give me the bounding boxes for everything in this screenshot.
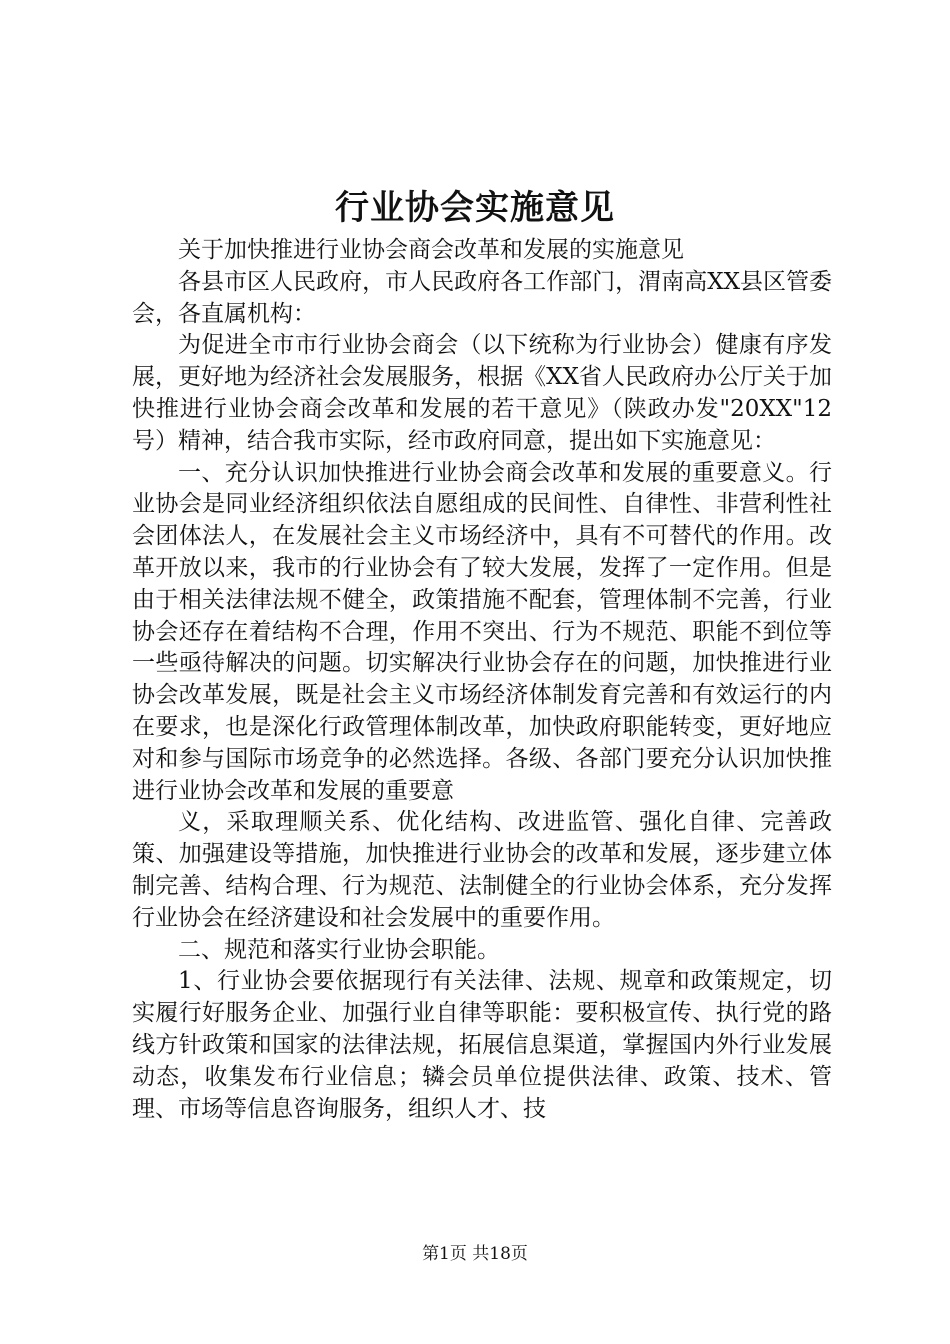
document-body: [132, 235, 832, 1125]
body-paragraph-section-1-continued: 义，采取理顺关系、优化结构、改进监管、强化自律、完善政策、加强建设等措施，加快推进行业协会的改革和发展，逐步建立体制完善、结构合理、行为规范、法制健全的行业协会体系，充分发挥行业协会在经济建设和社会发展中的重要作用。: [132, 809, 832, 931]
document-title: 行业协会实施意见: [335, 188, 615, 228]
body-paragraph-section-1: 一、充分认识加快推进行业协会商会改革和发展的重要意义。行业协会是同业经济组织依法自愿组成的民间性、自律性、非营利性社会团体法人，在发展社会主义市场经济中，具有不可替代的作用。改革开放以来，我市的行业协会有了较大发展，发挥了一定作用。但是由于相关法律法规不健全，政策措施不配套，管理体制不完善，行业协会还存在着结构不合理，作用不突出、行为不规范、职能不到位等一些亟待解决的问题。切实解决行业协会存在的问题，加快推进行业协会改革发展，既是社会主义市场经济体制发育完善和有效运行的内在要求，也是深化行政管理体制改革，加快政府职能转变，更好地应对和参与国际市场竞争的必然选择。各级、各部门要充分认识加快推进行业协会改革和发展的重要意: [132, 459, 832, 804]
page-number-footer: 第1页 共18页: [422, 1244, 528, 1264]
body-paragraph-subtitle: 关于加快推进行业协会商会改革和发展的实施意见: [178, 237, 684, 263]
body-paragraph-section-2-item-1: 1、行业协会要依据现行有关法律、法规、规章和政策规定，切实履行好服务企业、加强行业自律等职能：要积极宣传、执行党的路线方针政策和国家的法律法规，拓展信息渠道，掌握国内外行业发展动态，收集发布行业信息；辚会员单位提供法律、政策、技术、管理、市场等信息咨询服务，组织人才、技: [132, 968, 832, 1122]
body-paragraph-section-2-heading: 二、规范和落实行业协会职能。: [178, 936, 500, 963]
body-paragraph-addressee: 各县市区人民政府，市人民政府各工作部门，渭南高XX县区管委会，各直属机构：: [132, 268, 832, 327]
body-paragraph-intro: 为促进全市市行业协会商会（以下统称为行业协会）健康有序发展，更好地为经济社会发展服务，根据《XX省人民政府办公厅关于加快推进行业协会商会改革和发展的若干意见》（陕政办发"20XX"12号）精神，结合我市实际，经市政府同意，提出如下实施意见：: [132, 332, 832, 454]
